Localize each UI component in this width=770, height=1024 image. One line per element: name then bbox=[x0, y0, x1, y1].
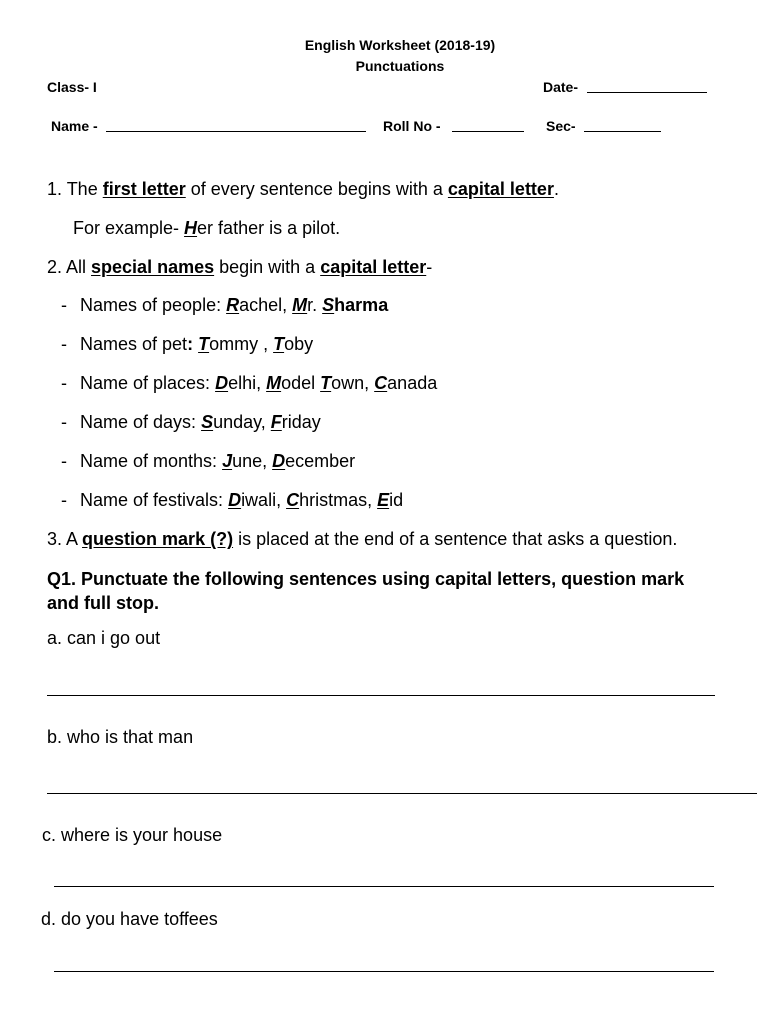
rule-2-number: 2. All bbox=[47, 257, 92, 277]
date-label: Date- bbox=[543, 79, 579, 95]
rule-2-end: - bbox=[426, 257, 433, 277]
question-a: a. can i go out bbox=[47, 628, 161, 648]
class-label: Class- I bbox=[47, 79, 97, 95]
answer-line-c[interactable] bbox=[54, 886, 714, 887]
keyword-capital-letter-2: capital letter bbox=[320, 257, 427, 277]
cap-letter: C bbox=[374, 373, 388, 393]
months-label: Name of months: bbox=[80, 451, 223, 471]
rule-1-end: . bbox=[553, 179, 559, 199]
cap-letter: T bbox=[198, 334, 210, 354]
worksheet-title: English Worksheet (2018-19) bbox=[304, 37, 496, 53]
list-item-months bbox=[80, 451, 355, 472]
cap-letter: R bbox=[226, 295, 240, 315]
rule-2 bbox=[47, 257, 432, 278]
rest-text: harma bbox=[334, 295, 389, 315]
worksheet-subtitle: Punctuations bbox=[355, 58, 445, 74]
rest-text: r. bbox=[307, 295, 323, 315]
keyword-question-mark: question mark (?) bbox=[82, 529, 234, 549]
cap-letter: C bbox=[286, 490, 300, 510]
keyword-first-letter: first letter bbox=[102, 179, 186, 199]
cap-letter: S bbox=[201, 412, 214, 432]
question-c: c. where is your house bbox=[42, 825, 223, 845]
cap-letter: M bbox=[292, 295, 308, 315]
rest-text: unday, bbox=[213, 412, 271, 432]
rule-1 bbox=[47, 179, 559, 200]
rest-text: ommy , bbox=[209, 334, 274, 354]
rest-text: hristmas, bbox=[299, 490, 378, 510]
keyword-special-names: special names bbox=[91, 257, 215, 277]
rest-text: odel bbox=[281, 373, 321, 393]
rule-2-mid: begin with a bbox=[214, 257, 321, 277]
bullet-dash: - bbox=[61, 373, 67, 393]
rest-text: elhi, bbox=[228, 373, 267, 393]
cap-letter: E bbox=[377, 490, 390, 510]
bullet-dash: - bbox=[61, 490, 67, 510]
rest-text: own, bbox=[331, 373, 375, 393]
date-blank-line bbox=[587, 92, 707, 93]
rest-text: ecember bbox=[285, 451, 356, 471]
rule-3-rest: is placed at the end of a sentence that asks a question. bbox=[233, 529, 678, 549]
rest-text: anada bbox=[387, 373, 438, 393]
cap-letter: T bbox=[320, 373, 332, 393]
festivals-label: Name of festivals: bbox=[80, 490, 229, 510]
list-item-pet bbox=[80, 334, 313, 355]
people-label: Names of people: bbox=[80, 295, 227, 315]
list-item-days bbox=[80, 412, 321, 433]
sec-label: Sec- bbox=[546, 118, 576, 134]
cap-letter: F bbox=[270, 412, 282, 432]
list-item-places bbox=[80, 373, 437, 394]
rest-text: oby bbox=[284, 334, 314, 354]
cap-letter: D bbox=[228, 490, 242, 510]
places-label: Name of places: bbox=[80, 373, 216, 393]
roll-no-label: Roll No - bbox=[383, 118, 441, 134]
rule-3-number: 3. A bbox=[47, 529, 83, 549]
pet-colon: : bbox=[187, 334, 194, 354]
rule-1-example bbox=[73, 218, 340, 239]
days-label: Name of days: bbox=[80, 412, 202, 432]
cap-letter: T bbox=[273, 334, 285, 354]
list-item-people bbox=[80, 295, 388, 316]
sec-blank-line bbox=[584, 131, 661, 132]
keyword-capital-letter: capital letter bbox=[447, 179, 554, 199]
rest-text: achel, bbox=[239, 295, 293, 315]
answer-line-a[interactable] bbox=[47, 695, 715, 696]
name-label: Name - bbox=[51, 118, 98, 134]
rest-text: id bbox=[389, 490, 404, 510]
bullet-dash: - bbox=[61, 334, 67, 354]
example-rest: er father is a pilot. bbox=[197, 218, 341, 238]
question-b: b. who is that man bbox=[47, 727, 194, 747]
bullet-dash: - bbox=[61, 295, 67, 315]
rule-1-number: 1. The bbox=[47, 179, 103, 199]
cap-letter: D bbox=[272, 451, 286, 471]
q1-instruction-line-2: and full stop. bbox=[47, 593, 159, 613]
example-capital: H bbox=[184, 218, 198, 238]
pet-label: Names of pet bbox=[80, 334, 188, 354]
bullet-dash: - bbox=[61, 451, 67, 471]
rule-1-mid: of every sentence begins with a bbox=[185, 179, 448, 199]
example-prefix: For example- bbox=[73, 218, 185, 238]
rest-text: iwali, bbox=[241, 490, 287, 510]
q1-instruction-line-1: Q1. Punctuate the following sentences using capital letters, question mark bbox=[47, 569, 685, 589]
cap-letter: M bbox=[266, 373, 282, 393]
list-item-festivals bbox=[80, 490, 403, 511]
rest-text: une, bbox=[232, 451, 273, 471]
bullet-dash: - bbox=[61, 412, 67, 432]
cap-letter: D bbox=[215, 373, 229, 393]
roll-no-blank-line bbox=[452, 131, 524, 132]
answer-line-d[interactable] bbox=[54, 971, 714, 972]
name-blank-line bbox=[106, 131, 366, 132]
rest-text: riday bbox=[281, 412, 321, 432]
question-d: d. do you have toffees bbox=[41, 909, 218, 929]
answer-line-b[interactable] bbox=[47, 793, 757, 794]
cap-letter: J bbox=[222, 451, 233, 471]
cap-letter: S bbox=[322, 295, 335, 315]
rule-3 bbox=[47, 529, 677, 550]
